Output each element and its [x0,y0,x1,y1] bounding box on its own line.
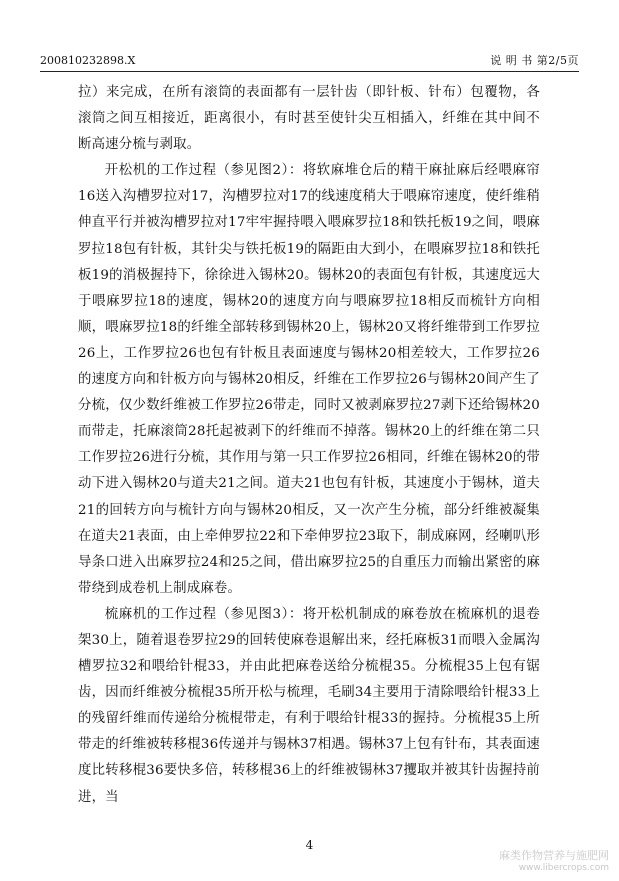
section-page-label: 说 明 书 第2/5页 [490,54,579,67]
paragraph-carding-process: 梳麻机的工作过程（参见图3）：将开松机制成的麻卷放在梳麻机的退卷架30上，随着退卷罗拉29的回转使麻卷退解出来，经托麻板31而喂入金属沟槽罗拉32和喂给针棍33，并由此把麻卷送给分梳棍35。分梳棍35上包有锯齿，因而纤维被分梳棍35所开松与梳理，毛刷34主要用于清除喂给针棍33上的残留纤维而传递给分梳棍带走，有利于喂给针棍33的握持。分梳棍35上所带走的纤维被转移棍36传递并与锡林37相遇。锡林37上包有针布，其表面速度比转移棍36要快多倍，转移棍36上的纤维被锡林37攫取并被其针齿握持前进，当 [78,606,540,805]
watermark [499,850,609,874]
document-body [78,80,540,811]
paragraph-opener-process: 开松机的工作过程（参见图2）：将软麻堆仓后的精干麻扯麻后经喂麻帘16送入沟槽罗拉对17，沟槽罗拉对17的线速度稍大于喂麻帘速度，使纤维稍伸直平行并被沟槽罗拉对17牢牢握持喂入喂麻罗拉18和铁托板19之间，喂麻罗拉18包有针板，其针尖与铁托板19的隔距由大到小，在喂麻罗拉18和铁托板19的消极握持下，徐徐进入锡林20。锡林20的表面包有针板，其速度远大于喂麻罗拉18的速度，锡林20的速度方向与喂麻罗拉18相反而梳针方向相顺，喂麻罗拉18的纤维全部转移到锡林20上，锡林20又将纤维带到工作罗拉26上，工作罗拉26也包有针板且表面速度与锡林20相差较大，工作罗拉26的速度方向和针板方向与锡林20相反，纤维在工作罗拉26与锡林20间产生了分梳，仅少数纤维被工作罗拉26带走，同时又被剥麻罗拉27剥下还给锡林20而带走，托麻滚筒28托起被剥下的纤维而不掉落。锡林20上的纤维在第二只工作罗拉26进行分梳，其作用与第一只工作罗拉26相同，纤维在锡林20的带动下进入锡林20与道夫21之间。道夫21也包有针板，其速度小于锡林，道夫21的回转方向与梳针方向与锡林20相反，又一次产生分梳，部分纤维被凝集在道夫21表面，由上牵伸罗拉22和下牵伸罗拉23取下，制成麻网，经喇叭形导条口进入出麻罗拉24和25之间，借出麻罗拉25的自重压力而输出紧密的麻带绕到成卷机上制成麻卷。 [78,163,540,596]
page-header [40,54,579,68]
watermark-title: 麻类作物营养与施肥网 [499,849,609,862]
document-number: 200810232898.X [40,54,136,67]
paragraph-continuation: 拉）来完成，在所有滚筒的表面都有一层针齿（即针板、针布）包覆物，各滚筒之间互相接近，距离很小，有时甚至使针尖互相插入，纤维在其中间不断高速分梳与剥取。 [78,85,540,153]
header-rule [40,71,579,72]
watermark-url: www.libercrops.com [518,863,609,873]
page-number: 4 [305,838,314,852]
